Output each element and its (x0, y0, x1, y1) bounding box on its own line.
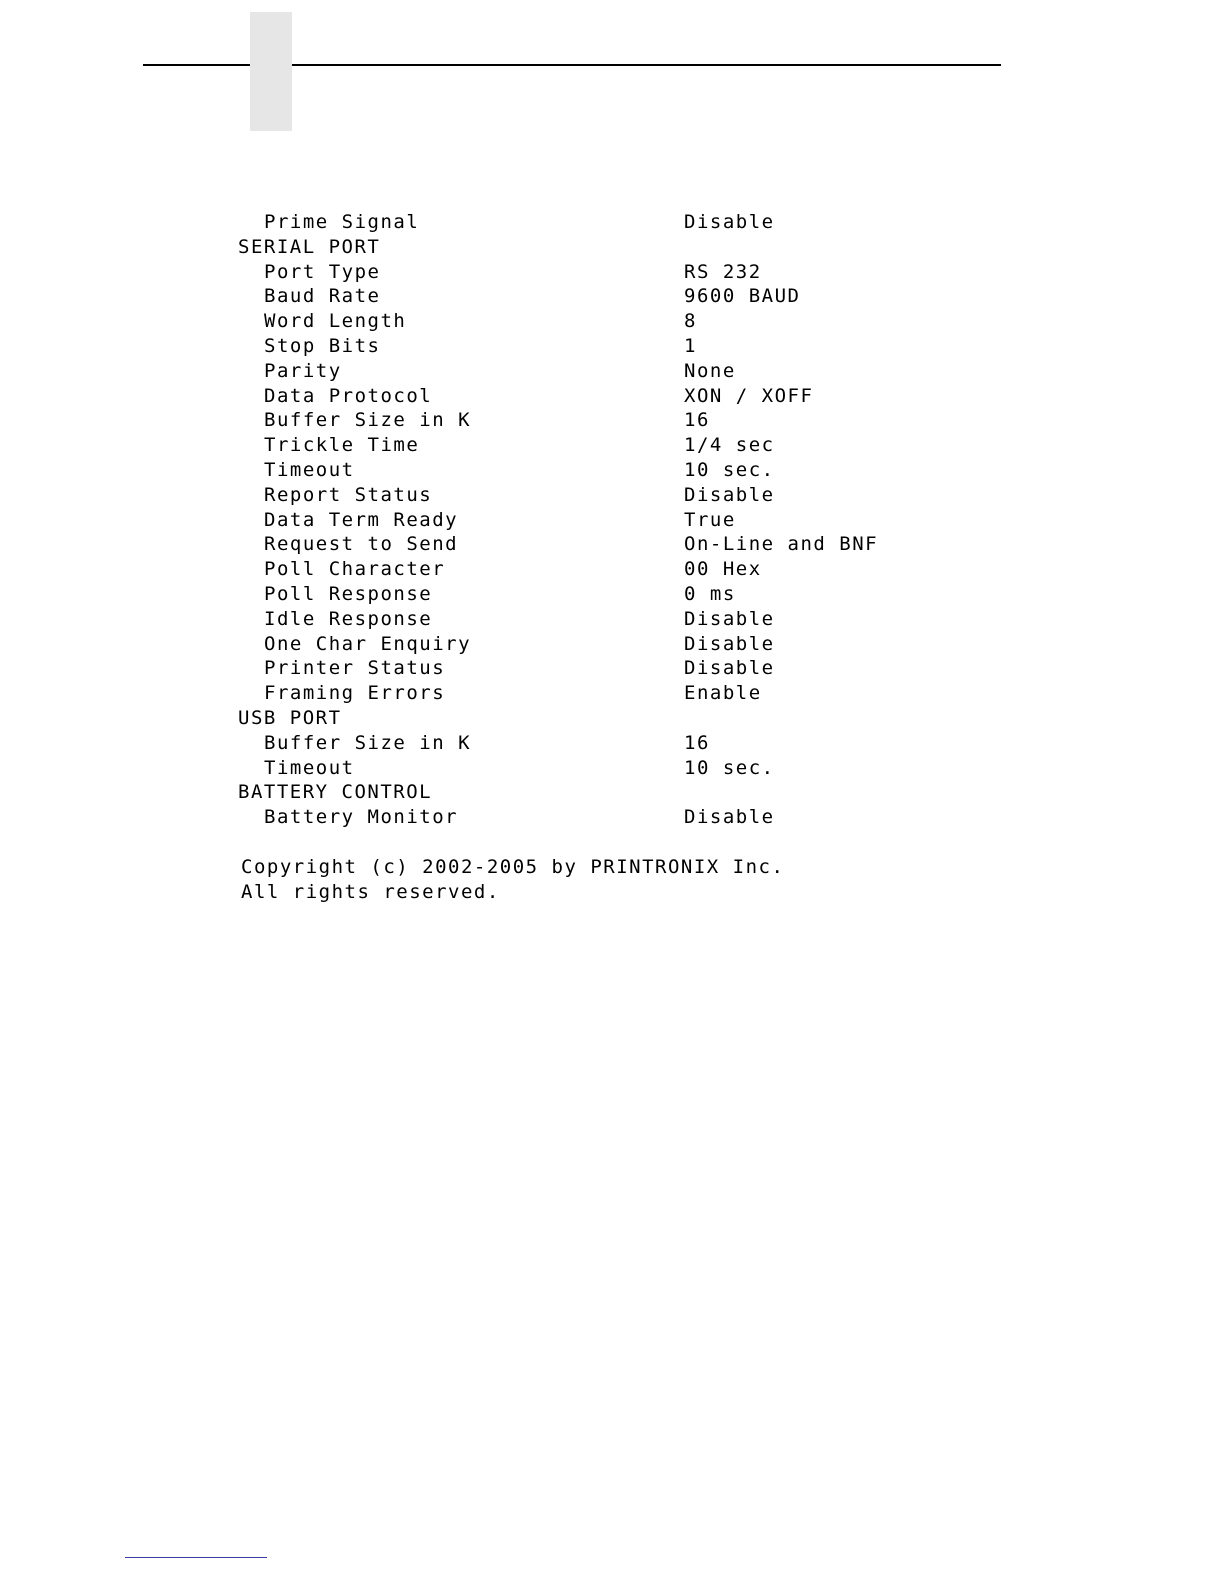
config-value: Disable (684, 211, 775, 233)
config-row (238, 632, 938, 657)
config-value: True (684, 508, 736, 531)
config-row (238, 582, 938, 607)
config-value: 8 (684, 310, 697, 333)
section-label: SERIAL PORT (238, 235, 381, 258)
config-row (238, 284, 938, 309)
config-value: RS 232 (684, 260, 762, 283)
config-value: On-Line and BNF (684, 533, 879, 556)
config-row (238, 656, 938, 681)
config-value: Disable (684, 806, 775, 829)
config-value: XON / XOFF (684, 384, 814, 407)
config-value: 0 ms (684, 582, 736, 605)
config-row (238, 433, 938, 458)
configuration-listing (238, 210, 938, 830)
config-label: Port Type (264, 260, 381, 283)
config-label: Printer Status (264, 657, 446, 680)
chapter-tab (250, 12, 292, 131)
section-heading (238, 235, 938, 260)
config-row (238, 607, 938, 632)
config-value: None (684, 359, 736, 382)
section-heading (238, 780, 938, 805)
config-label: Parity (264, 359, 342, 382)
config-row (238, 260, 938, 285)
config-value: Disable (684, 483, 775, 506)
config-label: Timeout (264, 756, 355, 779)
section-label: BATTERY CONTROL (238, 781, 433, 804)
config-label: Stop Bits (264, 334, 381, 357)
config-row (238, 334, 938, 359)
config-row (238, 483, 938, 508)
footer-rule (125, 1557, 267, 1558)
config-row (238, 359, 938, 384)
config-value: 10 sec. (684, 756, 775, 779)
config-label: Timeout (264, 458, 355, 481)
config-row (238, 731, 938, 756)
config-label: Word Length (264, 310, 407, 333)
config-label: Baud Rate (264, 285, 381, 308)
copyright-notice (241, 855, 784, 905)
config-label: Prime Signal (264, 211, 420, 233)
config-value: 16 (684, 409, 710, 432)
config-value: Disable (684, 632, 775, 655)
config-row (238, 532, 938, 557)
config-label: Poll Response (264, 582, 433, 605)
config-row (238, 681, 938, 706)
config-label: Buffer Size in K (264, 731, 472, 754)
config-label: Request to Send (264, 533, 459, 556)
config-row (238, 408, 938, 433)
config-value: 00 Hex (684, 558, 762, 581)
copyright-line: Copyright (c) 2002-2005 by PRINTRONIX Inc. (241, 856, 785, 878)
config-label: One Char Enquiry (264, 632, 472, 655)
config-label: Data Term Ready (264, 508, 459, 531)
config-row (238, 557, 938, 582)
section-heading (238, 706, 938, 731)
config-row (238, 458, 938, 483)
config-row (238, 805, 938, 830)
config-value: 10 sec. (684, 458, 775, 481)
config-value: Enable (684, 682, 762, 705)
config-label: Framing Errors (264, 682, 446, 705)
config-label: Report Status (264, 483, 433, 506)
rights-line: All rights reserved. (241, 881, 500, 903)
config-value: Disable (684, 607, 775, 630)
config-label: Battery Monitor (264, 806, 459, 829)
config-row (238, 756, 938, 781)
config-value: 1/4 sec (684, 434, 775, 457)
config-row (238, 309, 938, 334)
section-label: USB PORT (238, 706, 342, 729)
config-row (238, 384, 938, 409)
config-row (238, 210, 938, 235)
config-label: Data Protocol (264, 384, 433, 407)
config-label: Poll Character (264, 558, 446, 581)
config-value: Disable (684, 657, 775, 680)
config-value: 1 (684, 334, 697, 357)
config-value: 9600 BAUD (684, 285, 801, 308)
config-row (238, 508, 938, 533)
config-label: Idle Response (264, 607, 433, 630)
config-value: 16 (684, 731, 710, 754)
config-label: Buffer Size in K (264, 409, 472, 432)
config-label: Trickle Time (264, 434, 420, 457)
